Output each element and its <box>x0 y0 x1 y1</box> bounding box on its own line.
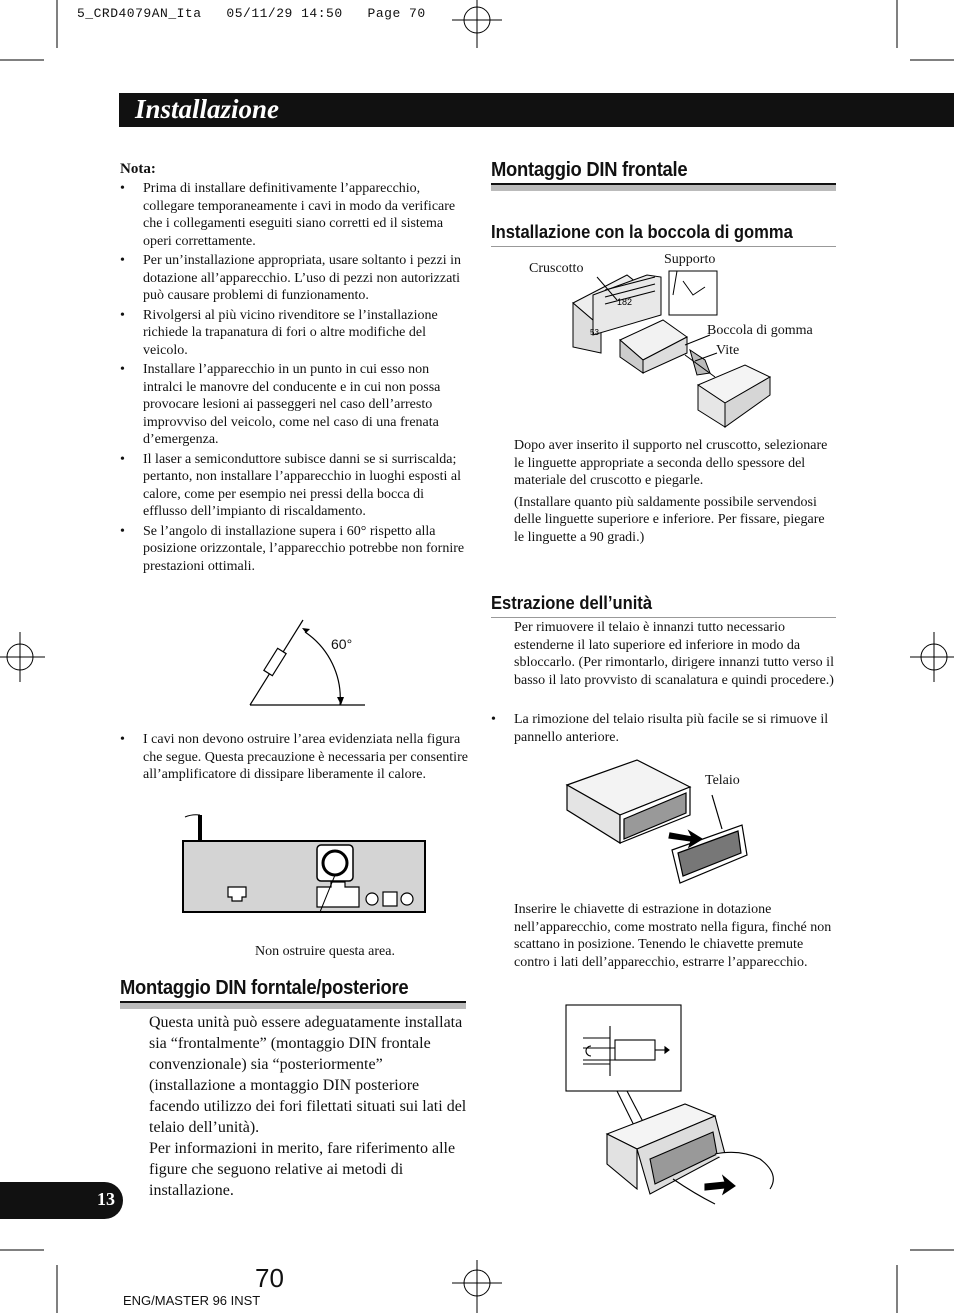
heading-underline <box>120 1001 466 1009</box>
grommet-para: Dopo aver inserito il supporto nel cruscotto, selezionare le linguette appropriate a seconda dello spessore del materiale del cruscotto e piegarle. <box>514 438 828 488</box>
front-heading-block <box>491 159 838 191</box>
grommet-text <box>514 437 836 546</box>
print-header: 5_CRD4079AN_Ita 05/11/29 14:50 Page 70 <box>77 6 426 21</box>
sub1-block <box>491 222 838 247</box>
nota-item: • Rivolgersi al più vicino rivenditore se l’installazione richiede la trapanatura di fori o altre modifiche del veicolo. <box>120 307 468 360</box>
label-cruscotto: Cruscotto <box>529 261 584 276</box>
front-rear-heading-block <box>120 977 468 1009</box>
heading-underline <box>491 183 836 191</box>
cable-caption: Non ostruire questa area. <box>255 944 395 959</box>
label-telaio: Telaio <box>705 773 740 788</box>
footer-code: ENG/MASTER 96 INST <box>123 1293 261 1308</box>
removal-bullet-block <box>491 711 838 748</box>
nota-item: • Se l’angolo di installazione supera i 60° rispetto alla posizione orizzontale, l’apparecchio potrebbe non fornire prestazioni ottimali. <box>120 523 468 576</box>
nota-item: • Per un’installazione appropriata, usare soltanto i pezzi in dotazione all’apparecchio. L’uso di pezzi non autorizzati può causare problemi di funzionamento. <box>120 252 468 305</box>
side-tab-number: 13 <box>97 1189 115 1209</box>
sub2-block <box>491 593 838 618</box>
cable-item: • I cavi non devono ostruire l’area evidenziata nella figura che segue. Questa precauzione è necessaria per consentire all’amplificatore di dissipare liberamente il calore. <box>120 731 468 784</box>
label-boccola: Boccola di gomma <box>707 323 813 338</box>
angle-label: 60° <box>331 636 353 652</box>
grommet-subheading: Installazione con la boccola di gomma <box>491 222 793 242</box>
subheading-rule <box>491 617 836 618</box>
side-tab <box>0 1182 123 1219</box>
extraction-text: Inserire le chiavette di estrazione in dotazione nell’apparecchio, come mostrato nella figura, finché non scattano in posizione. Tenendo le chiavette premute contro i lati dell’apparecchio, estrarre l’apparecchio. <box>514 902 832 970</box>
nota-item: • Il laser a semiconduttore subisce danni se si surriscalda; pertanto, non installare l’apparecchio in luoghi esposti al calore, come per esempio nei pressi della bocca di efflusso dell’impianto di riscaldamento. <box>120 451 468 521</box>
rear-panel-figure <box>180 812 430 917</box>
nota-block <box>120 161 468 577</box>
nota-item: • Installare l’apparecchio in un punto in cui esso non intralci le manovre del conducente e in cui non possa provocare lesioni ai passeggeri nel caso dell’arresto improvviso del veicolo, come nel caso di una frenata d’emergenza. <box>120 361 468 449</box>
section-title-bar <box>119 93 954 127</box>
nota-heading: Nota: <box>120 161 156 177</box>
dim-53: 53 <box>590 328 599 337</box>
cable-note <box>120 731 468 786</box>
grommet-para: (Installare quanto più saldamente possibile servendosi delle linguette superiore e inferiore. Per fissare, piegare le linguette a 90 gradi.) <box>514 494 825 545</box>
label-vite: Vite <box>716 343 740 358</box>
front-rear-heading: Montaggio DIN forntale/posteriore <box>120 977 409 999</box>
dim-182: 182 <box>617 297 633 307</box>
front-heading: Montaggio DIN frontale <box>491 159 688 181</box>
label-supporto: Supporto <box>664 252 716 267</box>
front-rear-text <box>149 1012 469 1201</box>
removal-text: Per rimuovere il telaio è innanzi tutto necessario estenderne il lato superiore ed inferiore in modo da sbloccarlo. (Per rimontarlo, dirigere innanzi tutto verso il basso il lato provvisto di scanalatura e quindi procedere.) <box>514 620 834 688</box>
front-rear-para: Questa unità può essere adeguatamente installata sia “frontalmente” (montaggio DIN frontale convenzionale) sia “posteriormente” (installazione a montaggio DIN posteriore facendo utilizzo dei fori filettati situati sui lati del telaio dell’unità). <box>149 1014 467 1136</box>
removal-subheading: Estrazione dell’unità <box>491 593 653 613</box>
nota-item: • Prima di installare definitivamente l’apparecchio, collegare temporaneamente i cavi in modo da verificare che i collegamenti eseguiti siano corretti ed il sistema operi correttamente. <box>120 180 468 250</box>
section-title: Installazione <box>135 94 280 124</box>
extraction-keys-figure <box>565 1004 785 1214</box>
page-number: 70 <box>255 1263 284 1293</box>
angle-figure <box>245 615 375 710</box>
front-rear-para: Per informazioni in merito, fare riferimento alle figure che seguono relative ai metodi di installazione. <box>149 1140 456 1199</box>
grommet-install-figure <box>565 265 780 435</box>
removal-bullet: • La rimozione del telaio risulta più facile se si rimuove il pannello anteriore. <box>491 711 838 746</box>
subheading-rule <box>491 246 836 247</box>
